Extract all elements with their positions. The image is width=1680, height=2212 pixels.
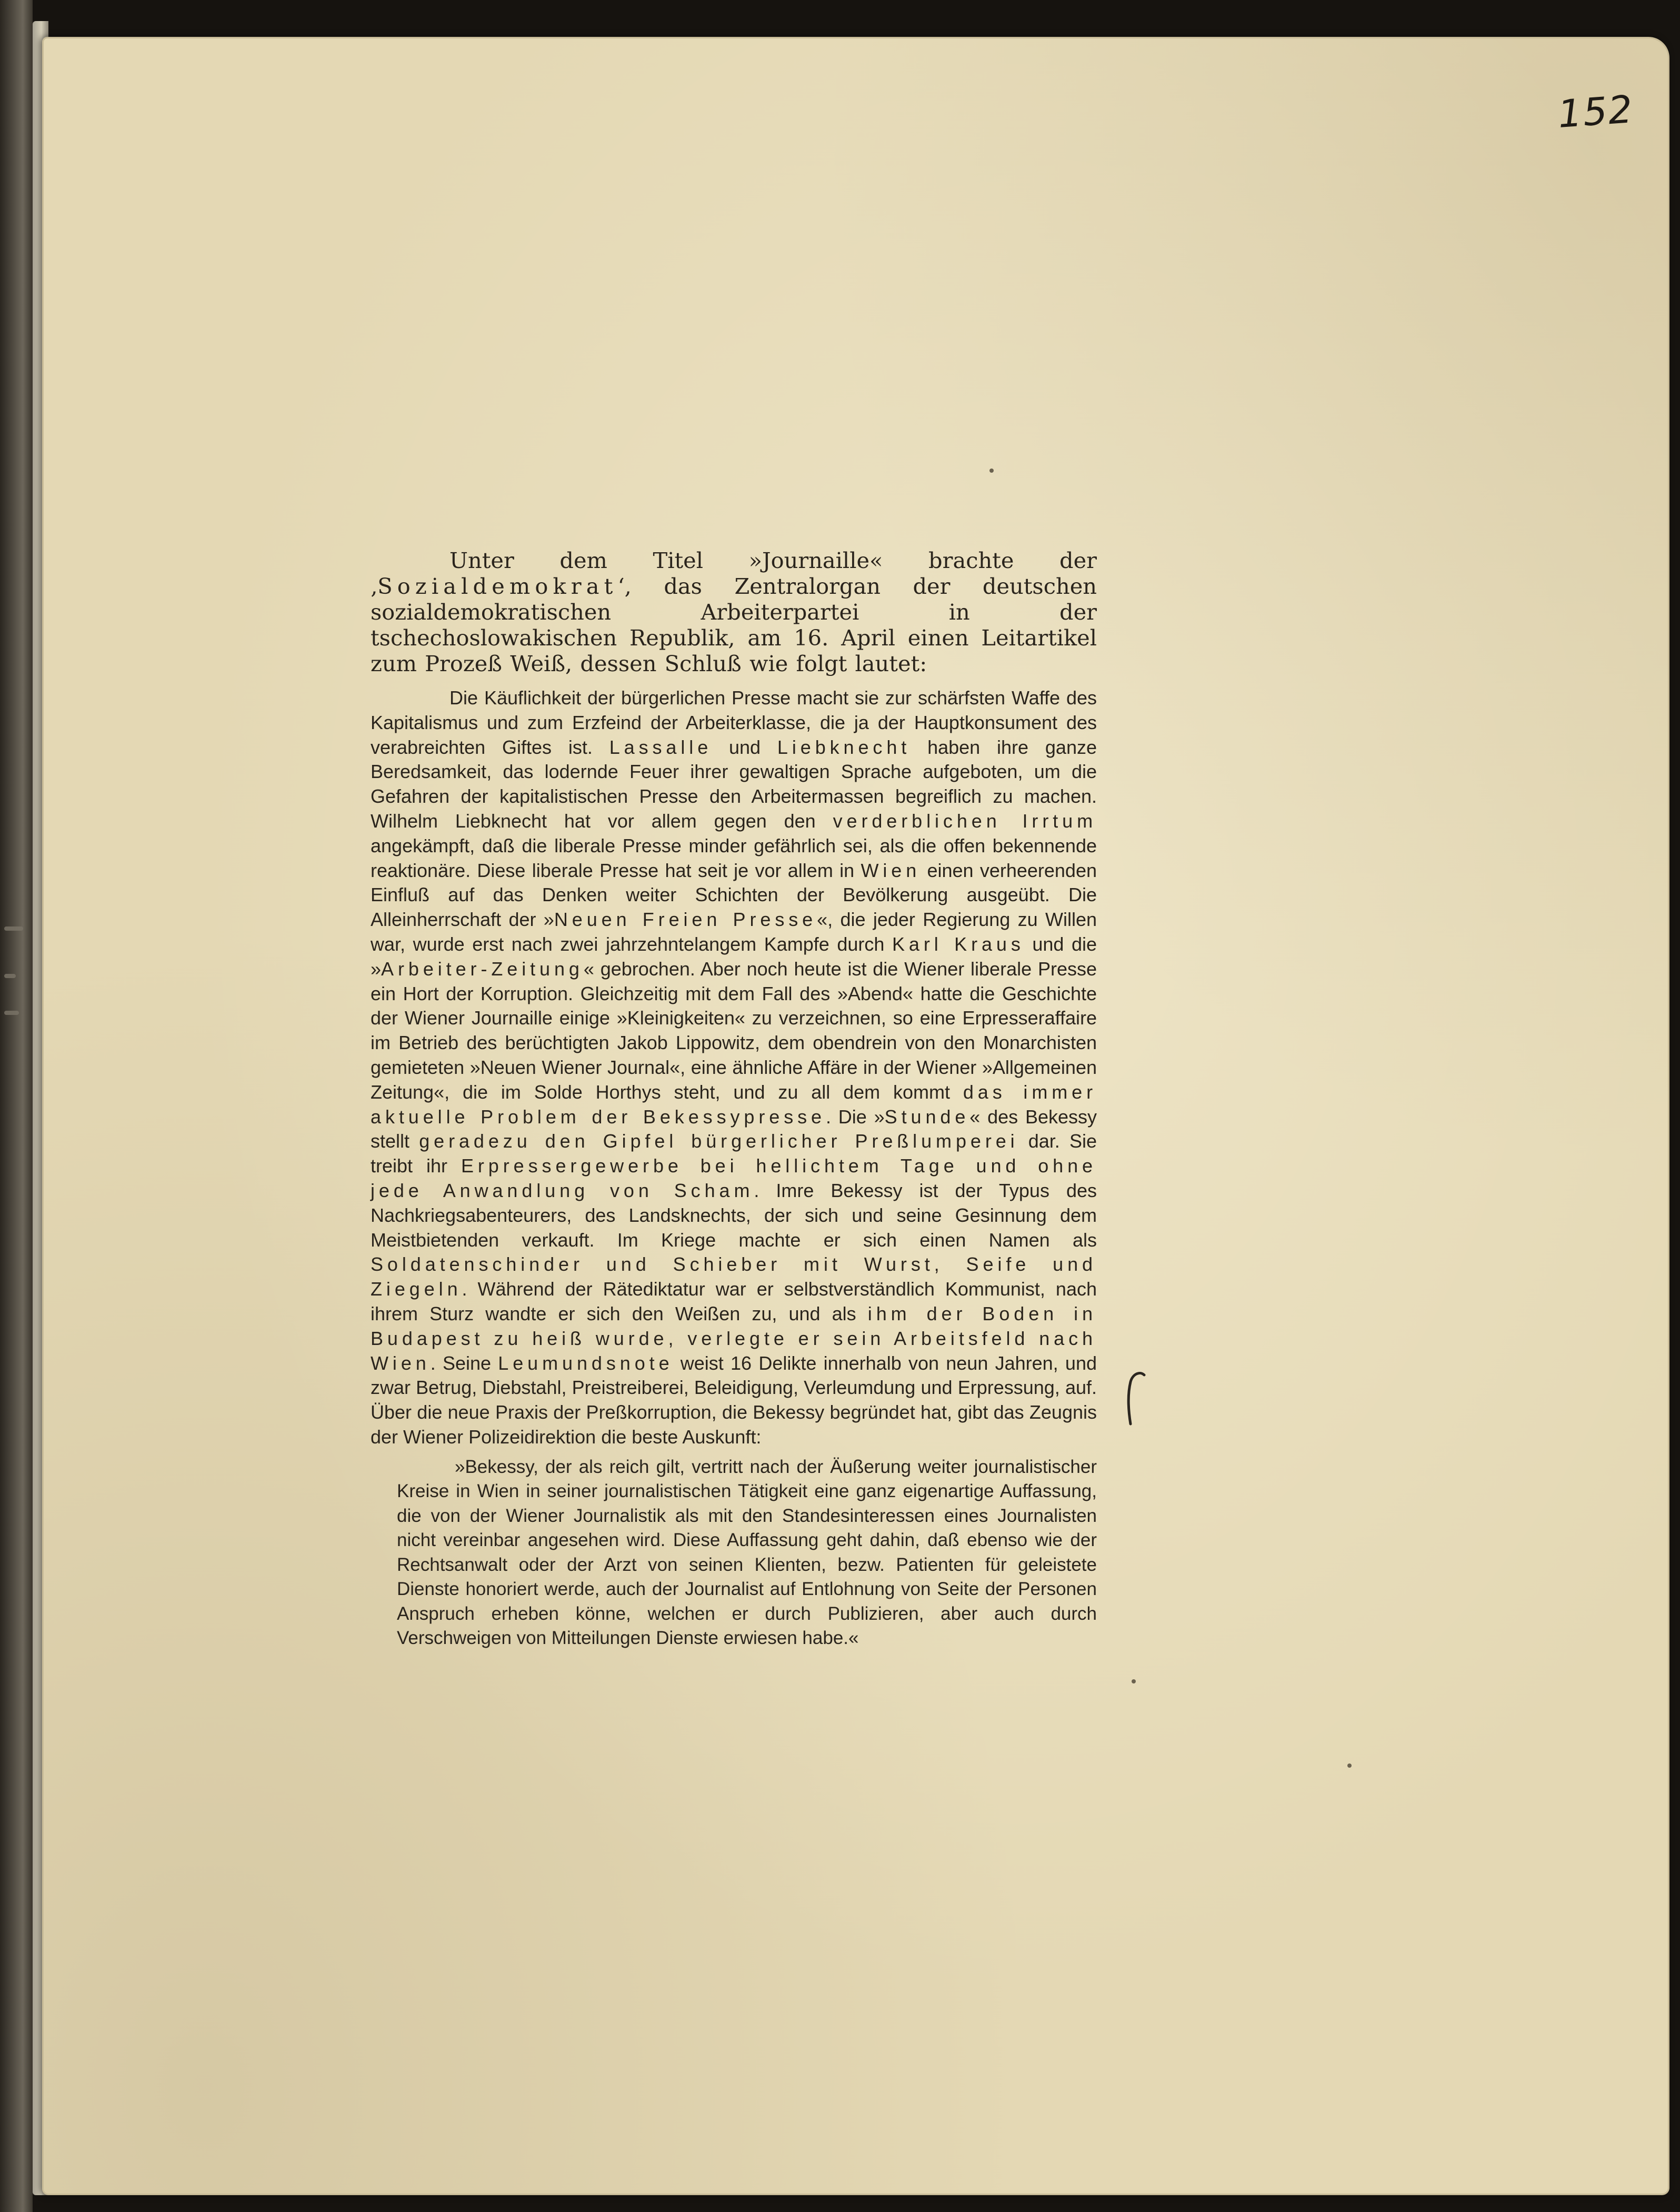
quote-text: und (712, 736, 777, 758)
margin-mark (4, 926, 23, 931)
quote-emphasis: Arbeiter-Zeitung (381, 958, 584, 980)
book-binding-edge (0, 0, 33, 2212)
paper-speck (1347, 1763, 1352, 1768)
paper-speck (989, 469, 994, 473)
quote-text: einen verheerenden Einfluß auf das Denken weiter Schichten der Bevölkerung ausgeübt. Die Alleinherrschaft der » (371, 859, 1097, 931)
quote-emphasis: Karl Kraus (892, 933, 1025, 955)
article-body (371, 547, 1097, 1651)
page-number: 152 (1556, 87, 1635, 136)
quote-emphasis: das immer aktuelle Problem der Bekessypresse (371, 1081, 1097, 1128)
margin-mark (4, 974, 16, 978)
quote-emphasis: verderblichen Irrtum (833, 810, 1097, 832)
quote-emphasis: Neuen Freien Presse (554, 909, 817, 931)
quote-emphasis: Wien (861, 859, 921, 881)
intro-paragraph (371, 547, 1097, 676)
quote-text: « des Bekessy stellt (371, 1105, 1097, 1152)
quote-emphasis: Liebknecht (777, 736, 911, 758)
quote-text: . Seine (430, 1352, 498, 1374)
quote-text: « gebrochen. Aber noch heute ist die Wiener liberale Presse ein Hort der Korruption. Gleichzeitig mit dem Fall des »Abend« hatte die Geschichte der Wiener Journaille einige »Kleinigkeiten« zu verzeichnen, so eine Erpresseraffaire im Betrieb des berüchtigten Jakob Lippowitz, dem obendrein von den Monarchisten gemieteten »Neuen Wiener Journal«, eine ähnliche Affäre in der Wiener »Allgemeinen Zeitung«, die im Solde Horthys steht, und zu all dem kommt (371, 958, 1097, 1103)
quote-emphasis: Leumundsnote (498, 1352, 674, 1374)
quote-text: . Imre Bekessy ist der Typus des Nachkriegsabenteurers, des Landsknechts, der sich und seine Gesinnung dem Meistbietenden verkauft. Im Kriege machte er sich einen Namen als (371, 1179, 1097, 1251)
quote-emphasis: geradezu den Gipfel bürgerlicher Preßlumperei (419, 1130, 1019, 1152)
margin-mark (4, 1011, 19, 1015)
pencil-annotation-mark (1121, 1369, 1153, 1427)
quote-text: . Während der Rätediktatur war er selbstverständlich Kommunist, nach ihrem Sturz wandte er sich den Weißen zu, und als (371, 1278, 1097, 1324)
quote-emphasis: Stunde (884, 1105, 970, 1128)
quote-text: haben ihre ganze Beredsamkeit, das lodernde Feuer ihrer gewaltigen Sprache aufgeboten, um die Gefahren der kapitalistischen Presse den Arbeitermassen begreiflich zu machen. Wilhelm Liebknecht hat vor allem gegen den (371, 736, 1097, 832)
paper-speck (1132, 1679, 1136, 1683)
intro-text: ‘, das Zentralorgan der deutschen sozialdemokratischen Arbeiterpartei in der tschechoslowakischen Republik, am 16. April einen Leitartikel zum Prozeß Weiß, dessen Schluß wie folgt lautet: (371, 573, 1097, 676)
quote-text: dar. Sie treibt ihr (371, 1130, 1097, 1177)
newspaper-name: Sozialdemokrat (377, 573, 618, 599)
quote-text: und die » (371, 933, 1097, 980)
quote-emphasis: Erpressergewerbe bei hellichtem Tage und ohne jede Anwandlung von Scham (371, 1155, 1097, 1201)
quoted-editorial (371, 686, 1097, 1450)
intro-text: Unter dem Titel »Journaille« brachte der ‚ (371, 547, 1097, 599)
quote-text: . Die » (825, 1105, 885, 1128)
police-report-quote: »Bekessy, der als reich gilt, vertritt nach der Äußerung weiter journalistischer Kreise in Wien in seiner journalistischen Tätigkeit eine ganz eigenartige Auffassung, die von der Wiener Journalistik als mit den Standesinteressen eines Journalisten nicht vereinbar angesehen wird. Diese Auffassung geht dahin, daß ebenso wie der Rechtsanwalt oder der Arzt von seinen Klienten, bezw. Patienten für geleistete Dienste honoriert werde, auch der Journalist auf Entlohnung von Seite der Personen Anspruch erheben könne, welchen er durch Publizieren, aber auch durch Verschweigen von Mitteilungen Dienste erwiesen habe.« (397, 1456, 1097, 1649)
quote-text: weist 16 Delikte innerhalb von neun Jahren, und zwar Betrug, Diebstahl, Preistreiberei, Beleidigung, Verleumdung und Erpressung, auf. Über die neue Praxis der Preßkorruption, die Bekessy begründet hat, gibt das Zeugnis der Wiener Polizeidirektion die beste Auskunft: (371, 1352, 1097, 1448)
quote-text: «, die jeder Regierung zu Willen war, wurde erst nach zwei jahrzehntelangem Kampfe durch (371, 909, 1097, 955)
quote-emphasis: ihm der Boden in Budapest zu heiß wurde, verlegte er sein Arbeitsfeld nach Wien (371, 1302, 1097, 1374)
quote-text: angekämpft, daß die liberale Presse minder gefährlich sei, als die offen bekennende reaktionäre. Diese liberale Presse hat seit je vor allem in (371, 834, 1097, 881)
quote-emphasis: Soldatenschinder und Schieber mit Wurst, Seife und Ziegeln (371, 1253, 1097, 1300)
quote-emphasis: Lassalle (609, 736, 713, 758)
quote-text: Die Käuflichkeit der bürgerlichen Presse macht sie zur schärfsten Waffe des Kapitalismus und zum Erzfeind der Arbeiterklasse, die ja der Hauptkonsument des verabreichten Giftes ist. (371, 687, 1097, 758)
